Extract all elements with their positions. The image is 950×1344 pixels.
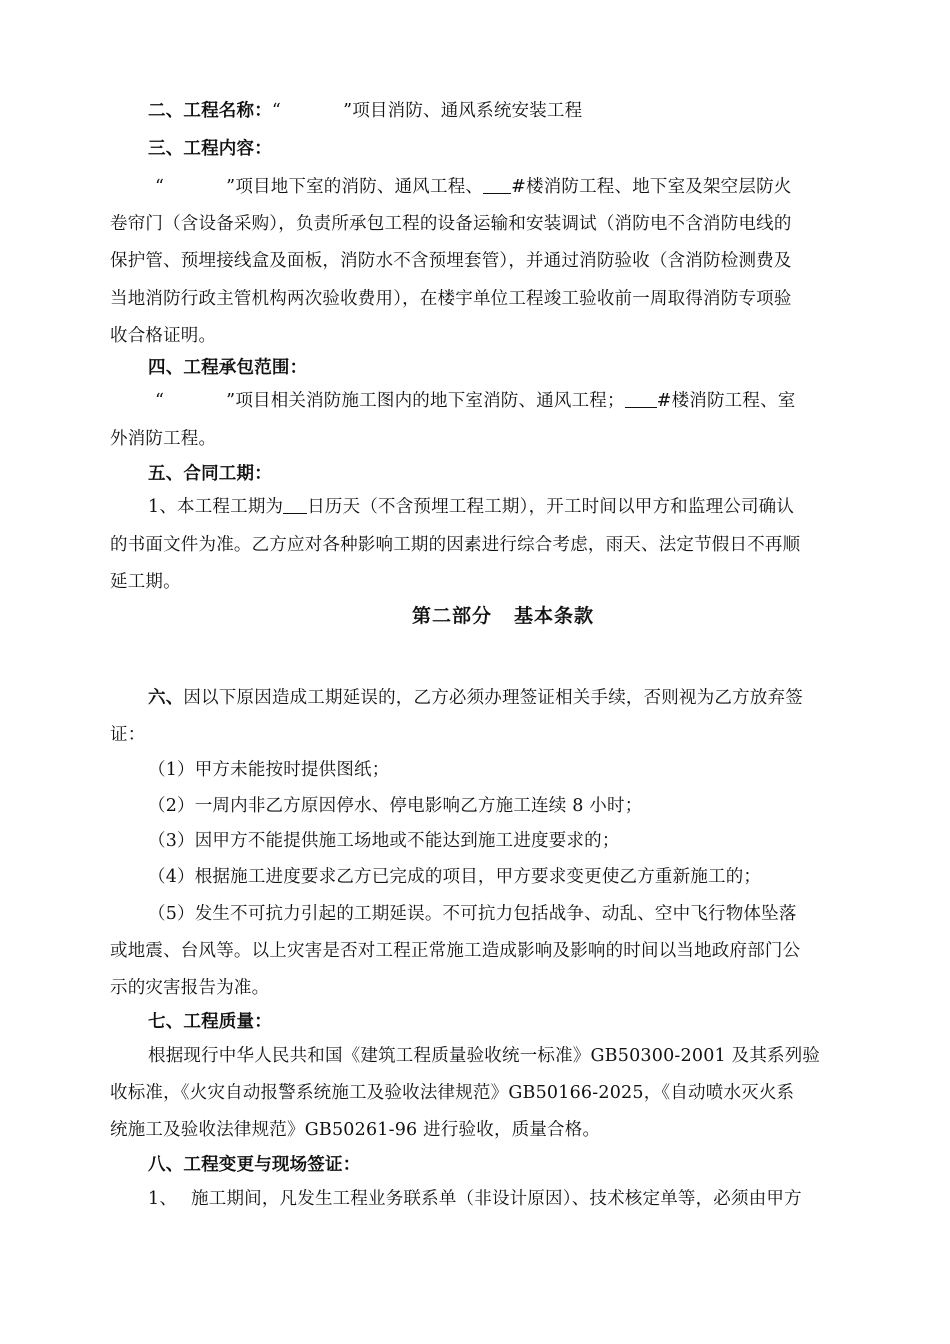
change-line-1 xyxy=(148,1187,802,1211)
period-line-3: 延工期。 xyxy=(110,572,181,592)
part-name: 基本条款 xyxy=(514,605,595,627)
delay-item-1: （1）甲方未能按时提供图纸； xyxy=(148,760,390,780)
delay-item-5-line-3: 示的灾害报告为准。 xyxy=(110,978,270,998)
open-quote: “ xyxy=(271,101,282,121)
section-6-heading: 六、 xyxy=(148,688,184,708)
delay-item-5-line-2: 或地震、台风等。以上灾害是否对工程正常施工造成影响及影响的时间以当地政府部门公 xyxy=(110,941,801,961)
scope-line-2: 外消防工程。 xyxy=(110,429,217,449)
item-number: 1、 xyxy=(148,1189,178,1209)
change-text: 施工期间，凡发生工程业务联系单（非设计原因）、技术核定单等，必须由甲方 xyxy=(191,1189,802,1209)
section-3-heading: 三、工程内容： xyxy=(148,139,272,159)
blank-building-number xyxy=(625,389,657,408)
scope-line-1 xyxy=(155,389,795,413)
period-line-2: 的书面文件为准。乙方应对各种影响工期的因素进行综合考虑，雨天、法定节假日不再顺 xyxy=(110,535,801,555)
quality-line-3: 统施工及验收法律规范》GB50261-96 进行验收，质量合格。 xyxy=(110,1120,601,1140)
project-name-line xyxy=(148,99,582,123)
section-8-heading: 八、工程变更与现场签证： xyxy=(148,1155,361,1175)
blank-building-number xyxy=(483,175,511,194)
quality-line-2: 收标准，《火灾自动报警系统施工及验收法律规范》GB50166-2025，《自动喷水灭火系 xyxy=(110,1083,795,1103)
part-title xyxy=(412,604,594,628)
blank-days xyxy=(283,495,307,514)
section-2-heading: 二、工程名称： xyxy=(148,101,272,121)
section-5-heading: 五、合同工期： xyxy=(148,464,272,484)
content-line-4: 当地消防行政主管机构两次验收费用），在楼宇单位工程竣工验收前一周取得消防专项验 xyxy=(110,289,792,309)
quality-line-1: 根据现行中华人民共和国《建筑工程质量验收统一标准》GB50300-2001 及其系列验 xyxy=(148,1046,821,1066)
delay-item-4: （4）根据施工进度要求乙方已完成的项目，甲方要求变更使乙方重新施工的； xyxy=(148,867,762,887)
delay-item-5-line-1: （5）发生不可抗力引起的工期延误。不可抗力包括战争、动乱、空中飞行物体坠落 xyxy=(148,904,797,924)
open-quote: “ xyxy=(155,177,165,197)
scope-text: #楼消防工程、室 xyxy=(656,391,796,411)
period-line-1 xyxy=(148,495,794,519)
delay-text: 因以下原因造成工期延误的，乙方必须办理签证相关手续，否则视为乙方放弃签 xyxy=(183,688,803,708)
delay-item-3: （3）因甲方不能提供施工场地或不能达到施工进度要求的； xyxy=(148,831,620,851)
period-text: 日历天（不含预埋工程工期），开工时间以甲方和监理公司确认 xyxy=(307,497,795,517)
content-line-3: 保护管、预埋接线盒及面板，消防水不含预埋套管），并通过消防验收（含消防检测费及 xyxy=(110,251,792,271)
open-quote: “ xyxy=(155,391,165,411)
content-text: #楼消防工程、地下室及架空层防火 xyxy=(511,177,792,197)
close-quote: ” xyxy=(226,177,236,197)
delay-line-1 xyxy=(148,686,803,710)
scope-text: 项目相关消防施工图内的地下室消防、通风工程； xyxy=(235,391,625,411)
period-text: 1、本工程工期为 xyxy=(148,497,284,517)
section-7-heading: 七、工程质量： xyxy=(148,1012,272,1032)
content-line-2: 卷帘门（含设备采购），负责所承包工程的设备运输和安装调试（消防电不含消防电线的 xyxy=(110,214,792,234)
content-line-1 xyxy=(155,175,792,199)
content-text: 项目地下室的消防、通风工程、 xyxy=(235,177,484,197)
delay-line-2: 证： xyxy=(110,725,146,745)
section-4-heading: 四、工程承包范围： xyxy=(148,358,308,378)
part-number: 第二部分 xyxy=(412,605,493,627)
delay-item-2: （2）一周内非乙方原因停水、停电影响乙方施工连续 8 小时； xyxy=(148,796,643,816)
project-name-text: 项目消防、通风系统安装工程 xyxy=(352,101,583,121)
close-quote: ” xyxy=(343,101,353,121)
content-line-5: 收合格证明。 xyxy=(110,326,217,346)
close-quote: ” xyxy=(226,391,236,411)
